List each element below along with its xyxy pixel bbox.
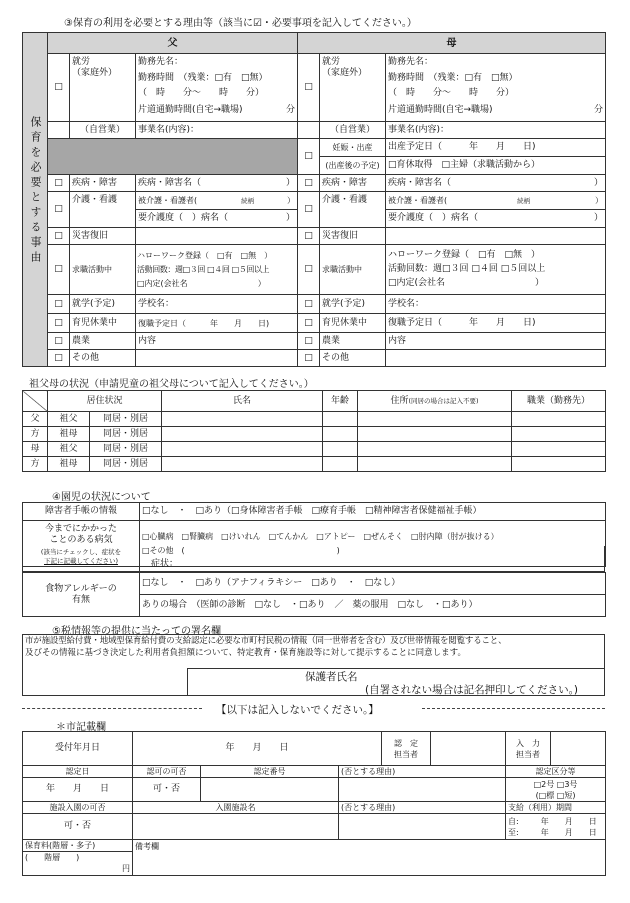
childcare-reason-table: 父 母 □ 就労 （家庭外） 勤務先名： 勤務時間 （残業：□有 □無） （ 時 分〜 時 分） 片道通勤時間(自宅→職場) 分 □ 就労 （家庭外） 勤務先名： 勤務時間 （残業：□有 □無） （ 時 分〜 時 分） 片道通勤時間(自宅→職場) 分 （自営業） 事業名(内容)： （自営業） 事業名(内容)： □ 妊娠・出産 出産予定日（ 年 月 日) (出産後の予定) □育休取得 □主婦（求職活動から） □ 疾病・障害 疾病・障害名（ ） □ 疾病・障害 疾病・障害名（ ） □ 介護・看護 被介護・看護者( 続柄 ） □ 介護・看護 被介護・看護者( 続柄 ） 要介護度（ ）病名（ ） 要介護度（ ）病名（ ） □ 災害復旧 □ 災害復旧 □ 求職活動中 ハローワーク登録（ □有 □無 ） 活動回数：週□３回 □４回 □５回以上 □内定(会社名 ） □ 求職活動中 ハローワーク登録（ □有 □無 ） 活動回数：週□３回 □４回 □５回以上 □内定(会社名 ） □ 就学(予定) 学校名： □ 就学(予定) 学校名： □ 育児休業中 復職予定日（ 年 月 日) □ 育児休業中 復職予定日（ 年 月 日) □ 農業 内容 □ 農業 内容 □ その他 □ その他 — [22, 32, 606, 367]
consent-text: 市が施設型給付費・地域型保育給付費の支給認定に必要な市町村民税の情報（同一世帯者を含む）及び世帯情報を閲覧すること、 — [25, 636, 507, 646]
do-not-fill-banner: 【以下は記入しないでください。】 — [216, 704, 379, 716]
residence-header: 居住状況 — [48, 391, 162, 412]
name-header: 氏名 — [162, 391, 323, 412]
grand-row-who: 祖父 — [48, 412, 90, 427]
mother-pregnancy-checkbox[interactable]: □ — [298, 139, 320, 175]
allergy-table: 食物アレルギーの 有無 □なし ・ □あり（アナフィラキシー □あり ・ □なし） ありの場合 （医師の診断 □なし ・□あり ／ 薬の服用 □なし ・□あり） — [22, 572, 606, 617]
section4-title: ④園児の状況について — [52, 492, 151, 503]
father-illness-checkbox[interactable]: □ — [48, 175, 70, 192]
father-job-checkbox[interactable]: □ — [48, 245, 70, 295]
office-table: 受付年月日 年 月 日 認 定 担当者 入 力 担当者 認定日 認可の可否 認定番号 (否とする理由) 認定区分等 年 月 日 可・否 □2号 □3号 (□標 □短) 施設入園の可否 入園施設名 (否とする理由) 支給（利用）期間 可・否 自: 年 月 日 至: 年 月 日 保育料(階層・多子) 備考欄 ( 階層 ) 円 — [22, 731, 606, 876]
mother-work-checkbox[interactable]: □ — [298, 54, 320, 122]
received-date-field[interactable]: 年 月 日 — [133, 732, 382, 766]
father-study-checkbox[interactable]: □ — [48, 295, 70, 314]
father-other-checkbox[interactable]: □ — [48, 350, 70, 367]
signature-note: (自署されない場合は記名押印してください。) — [365, 684, 578, 696]
father-business-field[interactable]: 事業名(内容)： — [136, 122, 298, 139]
disability-label: 障害者手帳の情報 — [23, 503, 140, 521]
mother-employer-field[interactable]: 勤務先名： — [388, 57, 434, 67]
address-header: 住所 — [390, 395, 409, 406]
mother-business-field[interactable]: 事業名(内容)： — [386, 122, 606, 139]
age-header: 年齢 — [323, 391, 358, 412]
occupation-header: 職業（勤務先） — [512, 391, 606, 412]
child-status-table: 障害者手帳の情報 □なし ・ □あり（□身体障害者手帳 □療育手帳 □精神障害者保健福祉手帳） 今までにかかった ことのある病気 (該当にチェックし、症状を 下記に記載してください) □心臓病 □腎臓病 □けいれん □てんかん □アトピー □ぜんそく □肘内障（肘が抜ける） □その他 ( ) — [22, 502, 606, 568]
allergy-detail-options[interactable]: ありの場合 （医師の診断 □なし ・□あり ／ 薬の服用 □なし ・□あり） — [140, 595, 606, 617]
office-title: ＊市記載欄 — [56, 722, 106, 733]
father-leave-checkbox[interactable]: □ — [48, 314, 70, 333]
father-work-checkbox[interactable]: □ — [48, 54, 70, 122]
disability-options[interactable]: □なし ・ □あり（□身体障害者手帳 □療育手帳 □精神障害者保健福祉手帳） — [140, 503, 606, 521]
illness-options[interactable]: □心臓病 □腎臓病 □けいれん □てんかん □アトピー □ぜんそく □肘内障（肘が抜ける） — [142, 532, 499, 541]
symptom-field[interactable]: 症状： — [151, 559, 179, 569]
mother-other-checkbox[interactable]: □ — [298, 350, 320, 367]
mother-job-checkbox[interactable]: □ — [298, 245, 320, 295]
father-employer-field[interactable]: 勤務先名： — [138, 57, 184, 67]
father-care-checkbox[interactable]: □ — [48, 192, 70, 228]
guardian-name-label: 保護者氏名 — [305, 671, 358, 683]
mother-farm-checkbox[interactable]: □ — [298, 333, 320, 350]
work-label: 就労 — [72, 57, 91, 67]
grandparent-table: 居住状況 氏名 年齢 住所(同居の場合は記入不要) 職業（勤務先） 父 祖父 同居・別居 方 祖母 同居・別居 母 祖父 同居・別居 方 祖母 同居・別居 — [22, 390, 606, 472]
section3-title: ③保育の利用を必要とする理由等（該当に☑・必要事項を記入してください。） — [64, 18, 417, 29]
section5-title: ⑤税情報等の提供に当たっての署名欄 — [52, 626, 221, 637]
mother-header: 母 — [298, 33, 606, 54]
mother-leave-checkbox[interactable]: □ — [298, 314, 320, 333]
remarks-field[interactable]: 備考欄 — [133, 840, 606, 876]
mother-disaster-checkbox[interactable]: □ — [298, 228, 320, 245]
allergy-options[interactable]: □なし ・ □あり（アナフィラキシー □あり ・ □なし） — [140, 573, 606, 595]
mother-illness-checkbox[interactable]: □ — [298, 175, 320, 192]
father-disaster-checkbox[interactable]: □ — [48, 228, 70, 245]
mother-care-checkbox[interactable]: □ — [298, 192, 320, 228]
due-date-field[interactable]: 出産予定日（ 年 月 日) — [386, 139, 606, 157]
received-date-label: 受付年月日 — [23, 732, 133, 766]
mother-study-checkbox[interactable]: □ — [298, 295, 320, 314]
father-header: 父 — [48, 33, 298, 54]
side-reason-label: 保育を必要とする事由 — [29, 116, 42, 266]
consent-box: 市が施設型給付費・地域型保育給付費の支給認定に必要な市町村民税の情報（同一世帯者を含む）及び世帯情報を閲覧すること、 及びその情報に基づき決定した利用者負担額について、特定教育・保育施設等に対して提示することに同意します。 保護者氏名 (自署されない場合は記名押印してください。) — [22, 634, 605, 696]
allergy-label: 食物アレルギーの — [45, 583, 117, 594]
grandparent-title: 祖父母の状況（申請児童の祖父母について記入してください。） — [29, 379, 314, 390]
grand-row-residence[interactable]: 同居・別居 — [90, 412, 162, 427]
father-farm-checkbox[interactable]: □ — [48, 333, 70, 350]
